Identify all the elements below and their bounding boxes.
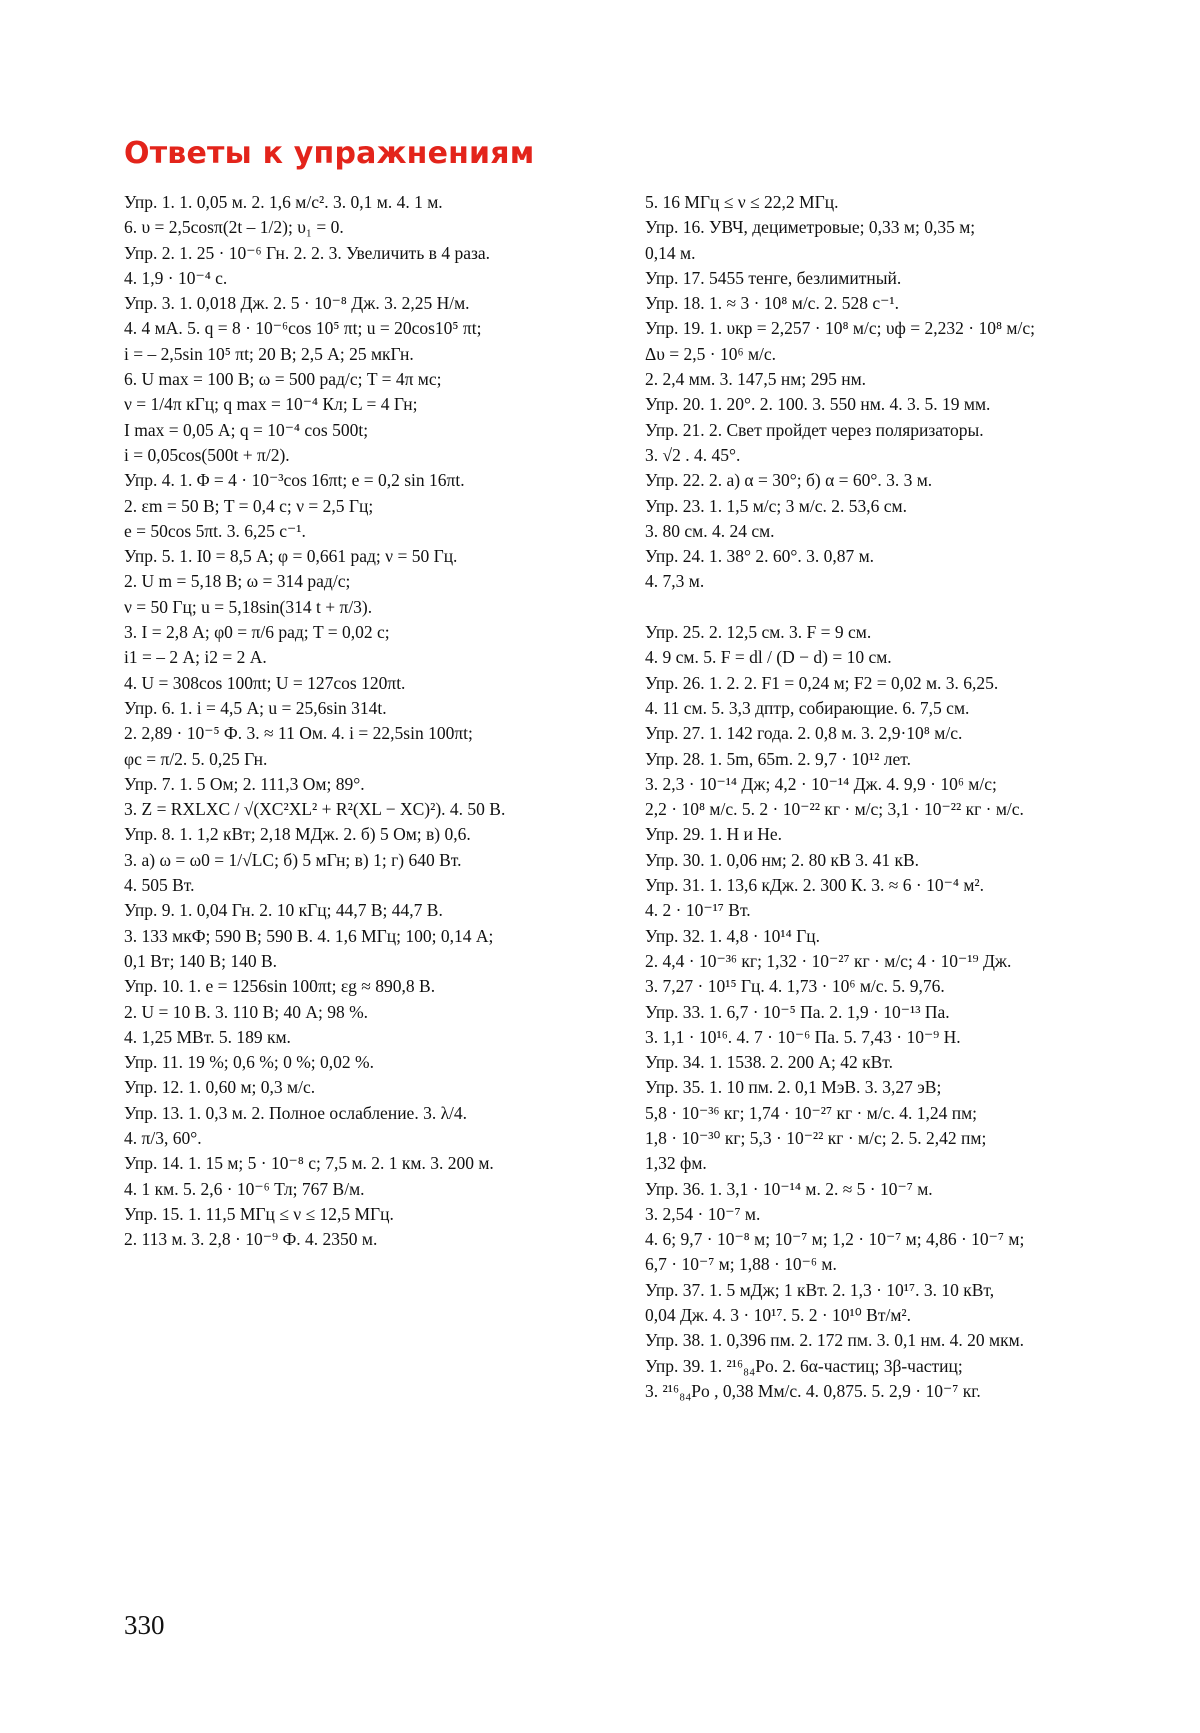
answer-line: 3. 2,54 · 10⁻⁷ м. (645, 1203, 761, 1224)
answer-line: Упр. 2. 1. 25 · 10⁻⁶ Гн. 2. 2. 3. Увеличить в 4 раза. (124, 242, 491, 263)
answer-line: Упр. 33. 1. 6,7 · 10⁻⁵ Па. 2. 1,9 · 10⁻¹³ Па. (645, 1001, 950, 1022)
answer-line: Упр. 32. 1. 4,8 · 10¹⁴ Гц. (645, 925, 820, 946)
answer-line: 5. 16 МГц ≤ ν ≤ 22,2 МГц. (645, 192, 839, 212)
answer-line: 2. U m = 5,18 В; ω = 314 рад/с; (124, 571, 351, 592)
answer-line: i = 0,05cos(500t + π/2). (124, 444, 290, 465)
answer-line: Упр. 5. 1. I0 = 8,5 А; φ = 0,661 рад; ν = 50 Гц. (124, 546, 458, 567)
answer-line: 2. εm = 50 В; T = 0,4 с; ν = 2,5 Гц; (124, 495, 374, 516)
answer-line: 2. 2,4 мм. 3. 147,5 нм; 295 нм. (645, 369, 867, 390)
answer-line: φc = π/2. 5. 0,25 Гн. (124, 748, 268, 769)
answer-line: Упр. 28. 1. 5m, 65m. 2. 9,7 · 10¹² лет. (645, 748, 911, 769)
answer-line: Упр. 3. 1. 0,018 Дж. 2. 5 · 10⁻⁸ Дж. 3. 2,25 Н/м. (124, 293, 470, 314)
answer-line: 4. 1 км. 5. 2,6 · 10⁻⁶ Тл; 767 В/м. (124, 1178, 365, 1199)
answer-line: 5,8 · 10⁻³⁶ кг; 1,74 · 10⁻²⁷ кг · м/с. 4. 1,24 пм; (645, 1102, 978, 1123)
answer-line: Упр. 22. 2. а) α = 30°; б) α = 60°. 3. 3 м. (645, 470, 933, 491)
answer-line: 3. 7,27 · 10¹⁵ Гц. 4. 1,73 · 10⁶ м/с. 5. 9,76. (645, 976, 945, 997)
answer-line: 6. υ = 2,5cosπ(2t – 1/2); υ₁ = 0. (124, 217, 344, 238)
answer-line: 3. 80 см. 4. 24 см. (645, 520, 775, 541)
answer-line: Упр. 6. 1. i = 4,5 А; u = 25,6sin 314t. (124, 697, 387, 718)
answer-line: 4. 11 см. 5. 3,3 дптр, собирающие. 6. 7,5 см. (645, 697, 970, 718)
answer-line: 2,2 · 10⁸ м/с. 5. 2 · 10⁻²² кг · м/с; 3,1 · 10⁻²² кг · м/с. (645, 799, 1024, 820)
answer-line: ν = 50 Гц; u = 5,18sin(314 t + π/3). (124, 596, 373, 617)
answer-line: Упр. 14. 1. 15 м; 5 · 10⁻⁸ с; 7,5 м. 2. 1 км. 3. 200 м. (124, 1153, 494, 1174)
answer-line: 3. √2 . 4. 45°. (645, 444, 741, 465)
answer-line: 3. 133 мкФ; 590 В; 590 В. 4. 1,6 МГц; 100; 0,14 А; (124, 925, 494, 946)
answer-line: Упр. 35. 1. 10 пм. 2. 0,1 МэВ. 3. 3,27 эВ; (645, 1077, 942, 1098)
answer-line: e = 50cos 5πt. 3. 6,25 с⁻¹. (124, 520, 306, 541)
answer-line: Упр. 27. 1. 142 года. 2. 0,8 м. 3. 2,9·10⁸ м/с. (645, 723, 963, 744)
answer-line: 1,32 фм. (645, 1153, 707, 1174)
answer-line: 3. ²¹⁶₈₄Po , 0,38 Мм/с. 4. 0,875. 5. 2,9 · 10⁻⁷ кг. (645, 1380, 981, 1401)
answer-line: 6. U max = 100 В; ω = 500 рад/с; T = 4π мс; (124, 369, 442, 390)
answer-line: Упр. 38. 1. 0,396 пм. 2. 172 пм. 3. 0,1 нм. 4. 20 мкм. (645, 1330, 1025, 1351)
answer-line: Упр. 37. 1. 5 мДж; 1 кВт. 2. 1,3 · 10¹⁷. 3. 10 кВт, (645, 1279, 995, 1300)
answer-line: 0,14 м. (645, 242, 696, 263)
answer-line: Упр. 17. 5455 тенге, безлимитный. (645, 267, 902, 288)
page-number: 330 (124, 1610, 165, 1640)
answer-line: ν = 1/4π кГц; q max = 10⁻⁴ Кл; L = 4 Гн; (124, 394, 418, 415)
answer-line: 3. а) ω = ω0 = 1/√LC; б) 5 мГн; в) 1; г) 640 Вт. (124, 849, 462, 870)
answer-line: 3. I = 2,8 А; φ0 = π/6 рад; T = 0,02 с; (124, 622, 390, 643)
answer-line: Упр. 7. 1. 5 Ом; 2. 111,3 Ом; 89°. (124, 773, 365, 794)
answer-line: Упр. 4. 1. Φ = 4 · 10⁻³cos 16πt; e = 0,2 sin 16πt. (124, 470, 465, 491)
answer-line: 0,1 Вт; 140 В; 140 В. (124, 950, 278, 971)
answer-line: 4. 505 Вт. (124, 875, 195, 896)
answer-line: Упр. 21. 2. Свет пройдет через поляризаторы. (645, 419, 984, 440)
answer-line: 2. 113 м. 3. 2,8 · 10⁻⁹ Ф. 4. 2350 м. (124, 1229, 378, 1250)
answer-line: 3. 2,3 · 10⁻¹⁴ Дж; 4,2 · 10⁻¹⁴ Дж. 4. 9,9 · 10⁶ м/с; (645, 773, 997, 794)
answer-line: 3. 1,1 · 10¹⁶. 4. 7 · 10⁻⁶ Па. 5. 7,43 · 10⁻⁹ Н. (645, 1026, 961, 1047)
answer-line: 6,7 · 10⁻⁷ м; 1,88 · 10⁻⁶ м. (645, 1254, 837, 1275)
answer-line: 1,8 · 10⁻³⁰ кг; 5,3 · 10⁻²² кг · м/с; 2. 5. 2,42 пм; (645, 1127, 987, 1148)
answer-line: Упр. 25. 2. 12,5 см. 3. F = 9 см. (645, 622, 872, 643)
answer-line: I max = 0,05 А; q = 10⁻⁴ cos 500t; (124, 419, 369, 440)
answer-line: i1 = – 2 А; i2 = 2 А. (124, 647, 267, 668)
answer-line: 2. 2,89 · 10⁻⁵ Ф. 3. ≈ 11 Ом. 4. i = 22,5sin 100πt; (124, 723, 473, 744)
answer-line (645, 595, 1105, 620)
answer-line: Упр. 16. УВЧ, дециметровые; 0,33 м; 0,35 м; (645, 217, 976, 238)
answer-line: Упр. 12. 1. 0,60 м; 0,3 м/с. (124, 1077, 316, 1098)
answer-line: Упр. 26. 1. 2. 2. F1 = 0,24 м; F2 = 0,02 м. 3. 6,25. (645, 672, 999, 693)
answer-line: 2. U = 10 В. 3. 110 В; 40 А; 98 %. (124, 1001, 369, 1022)
answer-line: Упр. 23. 1. 1,5 м/с; 3 м/с. 2. 53,6 см. (645, 495, 907, 516)
answer-line: 4. π/3, 60°. (124, 1127, 202, 1148)
answer-line: Упр. 34. 1. 1538. 2. 200 А; 42 кВт. (645, 1052, 893, 1073)
answer-line: 4. 1,25 МВт. 5. 189 км. (124, 1026, 291, 1047)
answer-line: Упр. 39. 1. ²¹⁶₈₄Po. 2. 6α-частиц; 3β-частиц; (645, 1355, 963, 1376)
answer-line: Упр. 1. 1. 0,05 м. 2. 1,6 м/с². 3. 0,1 м. 4. 1 м. (124, 192, 443, 212)
answer-line: Упр. 11. 19 %; 0,6 %; 0 %; 0,02 %. (124, 1052, 374, 1073)
answer-line: Упр. 10. 1. e = 1256sin 100πt; εg ≈ 890,8 В. (124, 976, 436, 997)
answer-line: i = – 2,5sin 10⁵ πt; 20 В; 2,5 А; 25 мкГн. (124, 343, 414, 364)
answer-line: Упр. 29. 1. H и He. (645, 824, 783, 845)
answer-line: 4. 4 мА. 5. q = 8 · 10⁻⁶cos 10⁵ πt; u = 20cos10⁵ πt; (124, 318, 482, 339)
answer-line: 0,04 Дж. 4. 3 · 10¹⁷. 5. 2 · 10¹⁰ Вт/м². (645, 1305, 912, 1326)
answer-line: 4. 9 см. 5. F = dl / (D − d) = 10 см. (645, 647, 892, 668)
answer-line: Δυ = 2,5 · 10⁶ м/с. (645, 343, 777, 364)
answer-line: Упр. 18. 1. ≈ 3 · 10⁸ м/с. 2. 528 с⁻¹. (645, 293, 899, 314)
answer-line: 4. 1,9 · 10⁻⁴ с. (124, 267, 228, 288)
answer-line: Упр. 20. 1. 20°. 2. 100. 3. 550 нм. 4. 3. 5. 19 мм. (645, 394, 991, 415)
answer-line: 3. Z = RXLXC / √(XC²XL² + R²(XL − XC)²). 4. 50 В. (124, 799, 506, 820)
answers-right-column (645, 190, 1105, 1404)
answer-line: Упр. 8. 1. 1,2 кВт; 2,18 МДж. 2. б) 5 Ом; в) 0,6. (124, 824, 471, 845)
page-title: Ответы к упражнениям (124, 136, 535, 171)
answer-line: Упр. 36. 1. 3,1 · 10⁻¹⁴ м. 2. ≈ 5 · 10⁻⁷ м. (645, 1178, 933, 1199)
answer-line: Упр. 15. 1. 11,5 МГц ≤ ν ≤ 12,5 МГц. (124, 1203, 394, 1224)
answer-line: Упр. 9. 1. 0,04 Гн. 2. 10 кГц; 44,7 В; 44,7 В. (124, 900, 443, 921)
answer-line: Упр. 30. 1. 0,06 нм; 2. 80 кВ 3. 41 кВ. (645, 849, 919, 870)
answer-line: Упр. 19. 1. υкр = 2,257 · 10⁸ м/с; υф = 2,232 · 10⁸ м/с; (645, 318, 1035, 339)
answer-line: 2. 4,4 · 10⁻³⁶ кг; 1,32 · 10⁻²⁷ кг · м/с; 4 · 10⁻¹⁹ Дж. (645, 950, 1012, 971)
answer-line: 4. 2 · 10⁻¹⁷ Вт. (645, 900, 751, 921)
answer-line: Упр. 24. 1. 38° 2. 60°. 3. 0,87 м. (645, 546, 875, 567)
answer-line: Упр. 13. 1. 0,3 м. 2. Полное ослабление. 3. λ/4. (124, 1102, 468, 1123)
answer-line: Упр. 31. 1. 13,6 кДж. 2. 300 К. 3. ≈ 6 · 10⁻⁴ м². (645, 875, 985, 896)
answer-line: 4. 7,3 м. (645, 571, 705, 592)
answer-line: 4. U = 308cos 100πt; U = 127cos 120πt. (124, 672, 406, 693)
answers-left-column (124, 190, 564, 1252)
answer-line: 4. 6; 9,7 · 10⁻⁸ м; 10⁻⁷ м; 1,2 · 10⁻⁷ м; 4,86 · 10⁻⁷ м; (645, 1229, 1025, 1250)
